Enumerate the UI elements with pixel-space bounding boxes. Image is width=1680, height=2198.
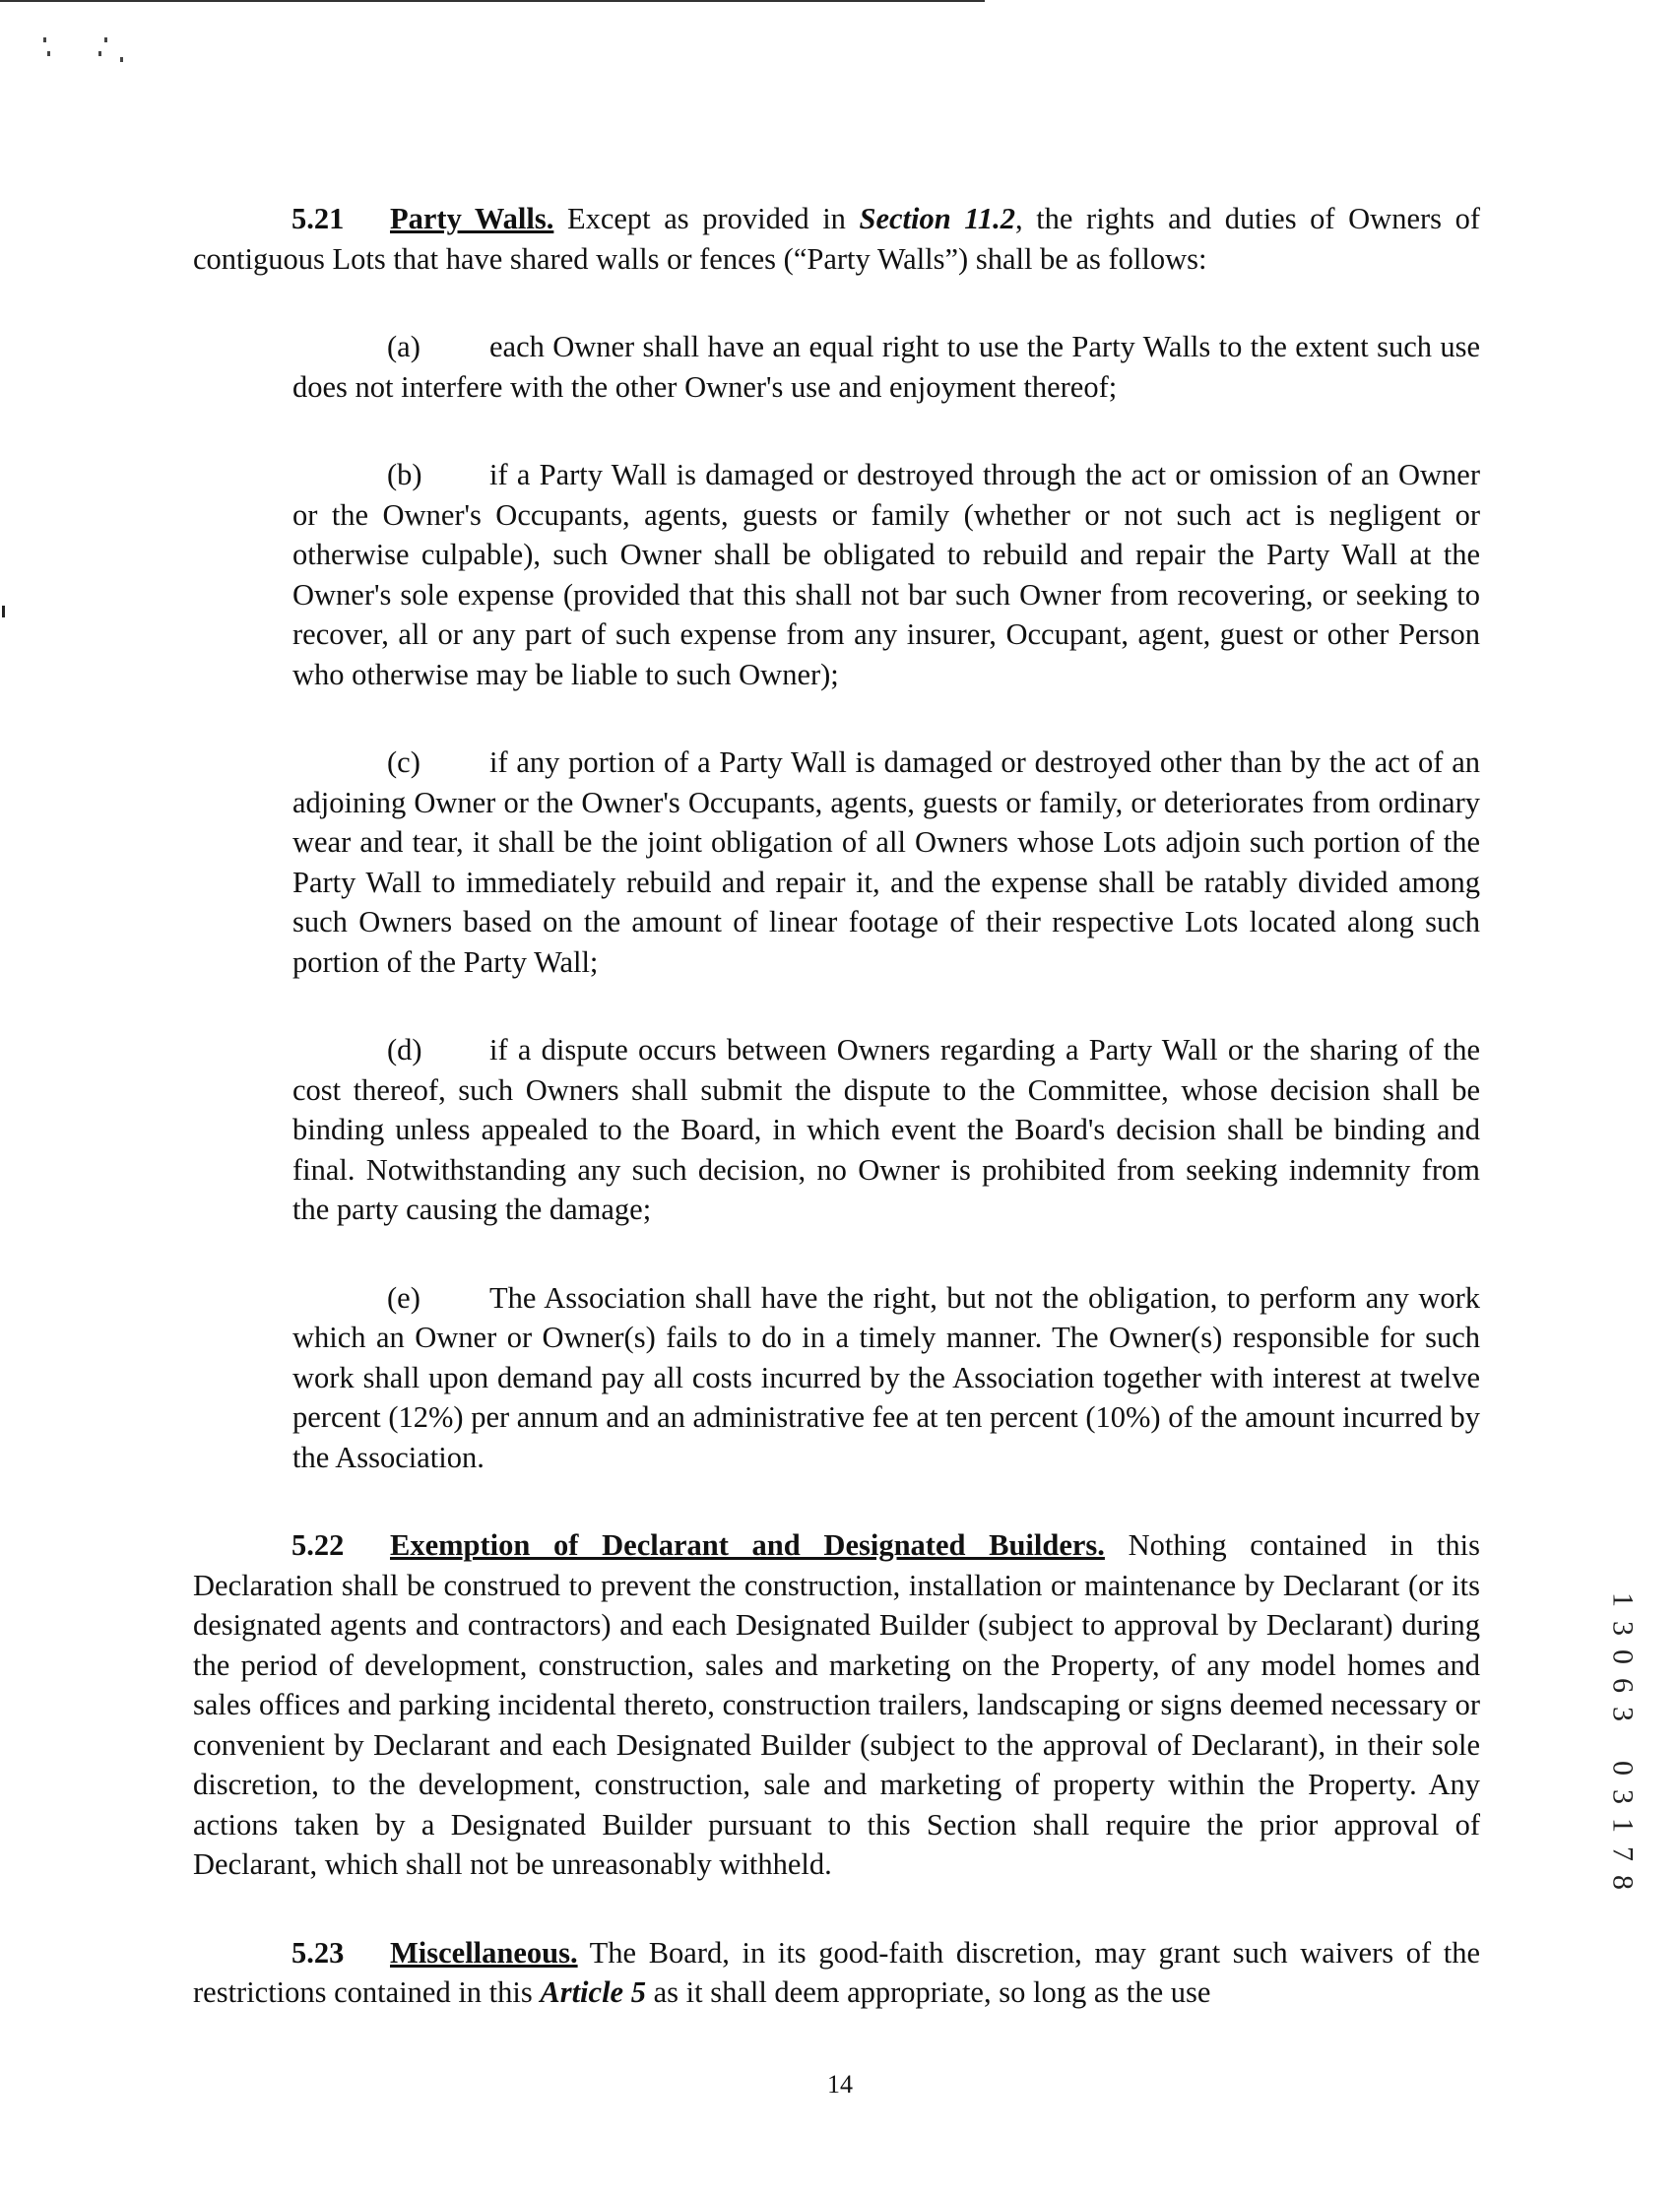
scan-margin-mark	[2, 606, 5, 617]
stamp-digit: 0	[1606, 1761, 1640, 1776]
section-title: Party Walls.	[390, 202, 554, 235]
subsection-c	[292, 743, 1480, 982]
section-number: 5.23	[291, 1935, 345, 1970]
subsection-text: if any portion of a Party Wall is damaged or destroyed other than by the act of an adjoining Owner or the Owner's Occupants, agents, guests or family, or deteriorates from ordinary wear and tear, it shall be the joint obligation of all Owners whose Lots adjoin such portion of the Party Wall to immediately rebuild and repair it, and the expense shall be ratably divided among such Owners based on the amount of linear footage of their respective Lots located along such portion of the Party Wall;	[292, 745, 1480, 979]
section-text: Nothing contained in this Declaration shall be construed to prevent the construction, installation or maintenance by Declarant (or its designated agents and contractors) and each Designated Builder (subject to approval by Declarant) during the period of development, construction, sales and marketing on the Property, of any model homes and sales offices and parking incidental thereto, construction trailers, landscaping or signs deemed necessary or convenient by Declarant and each Designated Builder (subject to the approval of Declarant), in their sole discretion, to the development, construction, sale and marketing of property within the Property. Any actions taken by a Designated Builder pursuant to this Section shall require the prior approval of Declarant, which shall not be unreasonably withheld.	[193, 1528, 1481, 1881]
stamp-digit: 3	[1606, 1789, 1640, 1804]
page-number: 14	[827, 2070, 853, 2099]
section-reference: Article 5	[540, 1975, 646, 2009]
scan-edge-line	[0, 0, 985, 2]
section-number: 5.21	[291, 202, 345, 235]
section-title: Miscellaneous.	[390, 1935, 578, 1970]
document-body	[193, 199, 1480, 2061]
subsection-text: if a Party Wall is damaged or destroyed through the act or omission of an Owner or the Owner's Occupants, agents, guests or family (whether or not such act is negligent or otherwise culpable), such Owner shall be obligated to rebuild and repair the Party Wall at the Owner's sole expense (provided that this shall not bar such Owner from recovering, or seeking to recover, all or any part of such expense from any insurer, Occupant, agent, guest or other Person who otherwise may be liable to such Owner);	[292, 458, 1480, 691]
section-title: Exemption of Declarant and Designated Builders.	[390, 1528, 1105, 1562]
section-number: 5.22	[291, 1528, 345, 1562]
subsection-label: (d)	[387, 1033, 422, 1067]
stamp-digit: 1	[1606, 1592, 1640, 1607]
section-5-21-heading: 5.21 Party Walls. Except as provided in Section 11.2, the rights and duties of Owners of contiguous Lots that have shared walls or fences (“Party Walls”) shall be as follows:	[193, 199, 1480, 279]
subsection-text: if a dispute occurs between Owners regarding a Party Wall or the sharing of the cost thereof, such Owners shall submit the dispute to the Committee, whose decision shall be binding unless appealed to the Board, in which event the Board's decision shall be binding and final. Notwithstanding any such decision, no Owner is prohibited from seeking indemnity from the party causing the damage;	[292, 1033, 1480, 1226]
recording-stamp	[1603, 1585, 1643, 1890]
stamp-digit: 6	[1606, 1678, 1640, 1693]
stamp-digit: 1	[1606, 1818, 1640, 1833]
section-reference: Section 11.2	[859, 202, 1015, 235]
subsection-label: (b)	[387, 458, 422, 491]
subsection-text: The Association shall have the right, but not the obligation, to perform any work which an Owner or Owner(s) fails to do in a timely manner. The Owner(s) responsible for such work shall upon demand pay all costs incurred by the Association together with interest at twelve percent (12%) per annum and an administrative fee at ten percent (10%) of the amount incurred by the Association.	[292, 1280, 1480, 1474]
subsection-text: each Owner shall have an equal right to use the Party Walls to the extent such use does not interfere with the other Owner's use and enjoyment thereof;	[292, 330, 1480, 404]
stamp-digit: 0	[1606, 1649, 1640, 1664]
scan-artifact-marks	[43, 37, 181, 77]
stamp-digit: 7	[1606, 1846, 1640, 1861]
stamp-digit: 3	[1606, 1621, 1640, 1636]
section-5-23: 5.23 Miscellaneous. The Board, in its good-faith discretion, may grant such waivers of the restrictions contained in this Article 5 as it shall deem appropriate, so long as the use	[193, 1933, 1480, 2013]
stamp-digit: 3	[1606, 1707, 1640, 1721]
subsection-b	[292, 455, 1480, 694]
subsection-a	[292, 327, 1480, 407]
subsection-label: (c)	[387, 745, 420, 779]
stamp-digit: 8	[1606, 1875, 1640, 1890]
subsection-d	[292, 1030, 1480, 1230]
subsection-label: (e)	[387, 1280, 420, 1315]
subsection-label: (a)	[387, 330, 420, 363]
section-5-22	[193, 1525, 1480, 1885]
subsection-e	[292, 1278, 1480, 1478]
